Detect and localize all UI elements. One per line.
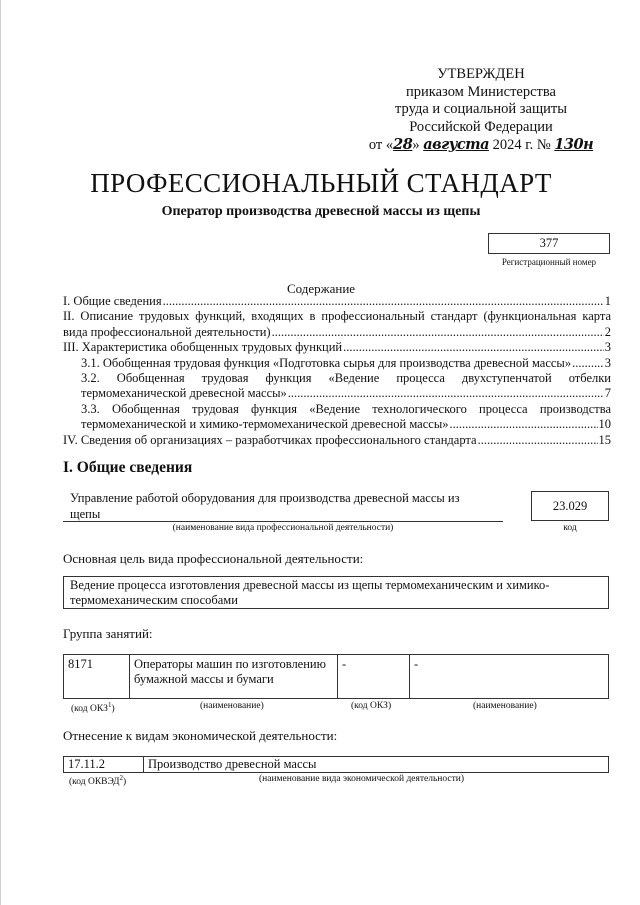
table-cell-occupation-name-2: - [414, 657, 419, 671]
toc-leader [572, 356, 604, 371]
contents-heading: Содержание [286, 281, 356, 296]
toc-item-page: 3 [604, 355, 611, 370]
section-heading: I. Общие сведения [63, 459, 193, 476]
approval-order-line: приказом Министерства [406, 83, 556, 100]
okz-code-caption-2: (код ОКЗ) [351, 701, 392, 711]
toc-item[interactable] [63, 433, 611, 448]
table-cell-okved-name: Производство древесной массы [148, 757, 317, 771]
table-of-contents [63, 294, 611, 448]
goal-box: Ведение процесса изготовления древесной массы из щепы термомеханическим и химико-термомеханическим способами [63, 576, 609, 609]
toc-item-text: I. Общие сведения [63, 294, 162, 308]
okz-code-caption: (код ОКЗ$^1$) [71, 701, 115, 715]
toc-item-text-cont: вида профессиональной деятельности) [63, 324, 271, 339]
toc-leader [449, 417, 597, 432]
toc-item[interactable] [63, 371, 611, 402]
date-year: 2024 г. № [492, 137, 551, 153]
toc-item-page: 15 [598, 432, 611, 447]
table-cell-occupation-name: Операторы машин по изготовлению бумажной массы и бумаги [130, 655, 338, 698]
occupation-name-caption: (наименование) [200, 701, 264, 711]
toc-item[interactable] [63, 340, 611, 355]
activity-underline [63, 521, 503, 522]
toc-item-page: 2 [604, 324, 611, 339]
approval-title: УТВЕРЖДЕН [437, 66, 525, 82]
date-day-close: » [412, 137, 420, 153]
activity-code-caption: код [563, 523, 577, 533]
approval-date-line [361, 136, 601, 155]
goal-label: Основная цель вида профессиональной деятельности: [63, 551, 364, 566]
toc-item-text: III. Характеристика обобщенных трудовых функций [63, 340, 343, 355]
toc-item-page: 1 [604, 294, 611, 308]
handwritten-order-number: 130н [554, 136, 594, 153]
toc-item-text: II. Описание трудовых функций, входящих в профессиональный стандарт (функциональная карта [63, 309, 611, 324]
registration-number-caption: Регистрационный номер [501, 257, 597, 267]
toc-item-text: 3.1. Обобщенная трудовая функция «Подготовка сырья для производства древесной массы» [81, 355, 572, 370]
activity-caption: (наименование вида профессиональной деятельности) [172, 523, 394, 533]
toc-leader [288, 386, 604, 401]
registration-number-box: 377 [488, 233, 610, 254]
table-cell-okz-code-2: - [338, 655, 410, 698]
occupation-name-caption-2: (наименование) [473, 701, 537, 711]
toc-item-page: 7 [604, 386, 611, 401]
toc-item[interactable] [63, 356, 611, 371]
toc-item-text: 3.3. Обобщенная трудовая функция «Ведение технологического процесса производства [81, 401, 611, 416]
okved-table [63, 756, 609, 773]
occupation-group-label: Группа занятий: [63, 626, 153, 641]
handwritten-month: августа [423, 136, 490, 153]
activity-code-box: 23.029 [531, 491, 609, 521]
toc-leader [478, 433, 598, 448]
toc-item-page: 10 [598, 417, 611, 432]
toc-item-text-cont: термомеханической древесной массы» [81, 386, 287, 401]
occupation-group-table [63, 654, 609, 699]
okved-code-caption: (код ОКВЭД$^2$) [69, 774, 127, 788]
toc-item-text-cont: термомеханической и химико-термомеханической древесной массы» [81, 417, 449, 432]
page-subtitle: Оператор производства древесной массы из щепы [161, 204, 481, 219]
date-prefix: от « [368, 137, 394, 153]
toc-item[interactable] [63, 294, 611, 309]
approval-block [361, 66, 601, 155]
okved-label: Отнесение к видам экономической деятельности: [63, 728, 338, 743]
approval-ministry-line: труда и социальной защиты [395, 101, 567, 117]
table-cell-okved-code: 17.11.2 [64, 757, 144, 772]
toc-leader [163, 294, 604, 309]
toc-item[interactable] [63, 309, 611, 340]
activity-name: Управление работой оборудования для производства древесной массы из щепы [70, 491, 460, 521]
toc-item[interactable] [63, 402, 611, 433]
okved-name-caption: (наименование вида экономической деятельности) [259, 774, 464, 784]
toc-item-text: IV. Сведения об организациях – разработчиках профессионального стандарта [63, 432, 477, 447]
page-title: ПРОФЕССИОНАЛЬНЫЙ СТАНДАРТ [90, 168, 552, 198]
handwritten-day: 28 [393, 136, 413, 153]
table-cell-okz-code: 8171 [64, 655, 130, 698]
toc-leader [272, 325, 604, 340]
toc-leader [343, 340, 604, 355]
toc-item-text: 3.2. Обобщенная трудовая функция «Ведение процесса двухступенчатой отбелки [81, 371, 611, 386]
toc-item-page: 3 [604, 340, 611, 355]
approval-country-line: Российской Федерации [409, 118, 553, 135]
